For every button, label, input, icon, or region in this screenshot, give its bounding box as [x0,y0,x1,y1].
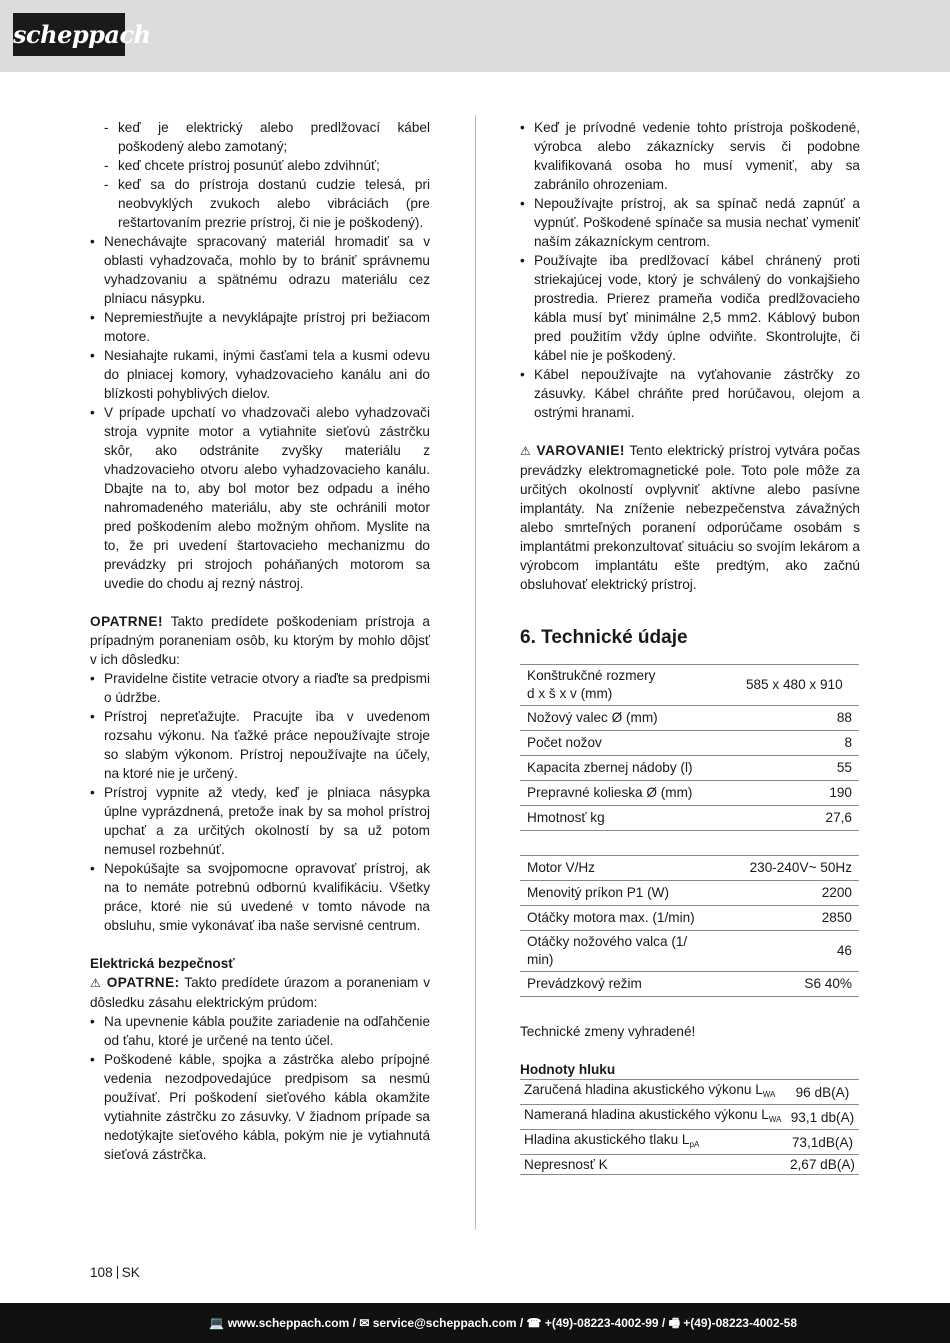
page-language: SK [121,1265,140,1280]
noise-heading: Hodnoty hluku [520,1062,616,1077]
table-cell-value: 96 dB(A) [786,1080,859,1105]
list-item: • Keď je prívodné vedenie tohto prístroja poškodené, výrobca alebo zákaznícky servis či podobne kvalifikovaná osoba ho musí vymeniť, aby sa zabránilo ohrozeniam. [520,118,860,194]
table-cell-label: Otáčky motora max. (1/min) [520,906,727,931]
table-row [520,756,859,781]
table-cell-value: 46 [727,931,859,972]
fax-number: +(49)-08223-4002-58 [683,1316,797,1330]
table-row [520,781,859,806]
table-cell-label: Prepravné kolieska Ø (mm) [520,781,730,806]
caution-text: Takto predídete poškodeniam prístroja a prípadným poraneniam osôb, ku ktorým by mohlo dôjsť v ich dôsledku: [90,614,430,667]
website-link[interactable]: www.scheppach.com [227,1316,350,1330]
table-cell-label: Prevádzkový režim [520,972,727,997]
table-row [520,906,859,931]
table-row [520,881,859,906]
scheppach-logo: scheppach [13,13,125,56]
page-footer [0,1303,950,1343]
table-cell-label: Otáčky nožového valca (1/ min) [520,931,727,972]
page-number-value: 108 [90,1265,113,1280]
table-row [520,1130,859,1155]
table-cell-label [520,1105,786,1130]
table-row [520,706,859,731]
noise-subscript: WA [762,1090,776,1099]
table-cell-value: 2,67 dB(A) [786,1155,859,1175]
table-cell-label: Menovitý príkon P1 (W) [520,881,727,906]
table-cell-value: 2200 [727,881,859,906]
section-title: 6. Technické údaje [520,627,688,648]
phone-icon: ☎ [526,1316,542,1330]
list-item: • Na upevnenie kábla použite zariadenie na odľahčenie od ťahu, ktoré je určené na tento účel. [90,1012,430,1050]
list-item: • Nepokúšajte sa svojpomocne opravovať prístroj, ak na to nemáte potrebnú odbornú kvalifikáciu. Všetky práce, ktoré nie sú uvedené v tomto návode na obsluhu, smie vykonávať iba naše servisné centrum. [90,859,430,935]
table-cell-label: Počet nožov [520,731,730,756]
email-link[interactable]: service@scheppach.com [372,1316,517,1330]
noise-label: Hladina akustického tlaku L [524,1132,690,1147]
list-item: • Prístroj nepreťažujte. Pracujte iba v uvedenom rozsahu výkonu. Na ťažké práce nepoužívajte stroje so slabým výkonom. Prístroj nepoužívajte na účely, na ktoré nie je určený. [90,707,430,783]
caution-label: OPATRNE! [90,614,163,629]
noise-table [520,1079,859,1175]
warning-triangle-icon: ⚠ [520,444,532,458]
noise-label: Zaručená hladina akustického výkonu L [524,1082,763,1097]
table-row [520,1080,859,1105]
table-row [520,931,859,972]
electrical-caution-paragraph [90,973,430,1012]
caution-text: Takto predídete úrazom a poraneniam v dôsledku zásahu elektrickým prúdom: [90,975,430,1010]
table-cell-value: 2850 [727,906,859,931]
table-cell-label [520,1155,786,1175]
warning-paragraph [520,441,860,594]
electrical-safety-heading: Elektrická bezpečnosť [90,956,235,971]
table-cell-value: 55 [730,756,859,781]
table-row [520,1105,859,1130]
list-item: • Prístroj vypnite až vtedy, keď je plniaca násypka úplne vyprázdnená, pretože inak by sa mohol prístroj upchať a za určitých okolností by sa už potom nemusel rozbehnúť. [90,783,430,859]
table-row [520,856,859,881]
table-cell-value: S6 40% [727,972,859,997]
table-cell-label: Kapacita zbernej nádoby (l) [520,756,730,781]
column-divider [475,115,476,1230]
list-item: - keď je elektrický alebo predlžovací kábel poškodený alebo zamotaný; [90,118,430,156]
mail-icon: ✉ [359,1316,370,1330]
list-item: • Používajte iba predlžovací kábel chránený proti striekajúcej vode, ktorý je schválený do vonkajšieho prostredia. Prierez prameňa vodiča predlžovacieho kábla musí byť minimálne 2,5 mm2. Káblový bubon pred použitím vždy úplne odviňte. Skontrolujte, či kábel nie je poškodený. [520,251,860,365]
table-cell-value: 93,1 db(A) [786,1105,859,1130]
table-row [520,1155,859,1175]
list-item: • Poškodené káble, spojka a zástrčka alebo prípojné vedenia nezodpovedajúce predpisom sa nesmú používať. Pri poškodení sieťového kábla okamžite vytiahnite zástrčku zo zásuvky. V žiadnom prípade sa nedotýkajte sieťového kábla, pokým nie je vytiahnutá sieťová zástrčka. [90,1050,430,1164]
table-cell-value: 27,6 [730,806,859,831]
computer-icon: 💻 [209,1316,225,1330]
table-cell-label: Hmotnosť kg [520,806,730,831]
fax-icon: 🖷 [668,1316,680,1330]
warning-triangle-icon: ⚠ [90,976,102,990]
list-item: • Kábel nepoužívajte na vyťahovanie zástrčky zo zásuvky. Kábel chráňte pred horúčavou, olejom a ostrými hranami. [520,365,860,422]
caution-paragraph [90,612,430,669]
table-row [520,731,859,756]
table-cell-value: 230-240V~ 50Hz [727,856,859,881]
list-item: • Nepoužívajte prístroj, ak sa spínač nedá zapnúť a vypnúť. Poškodené spínače sa musia nechať vymeniť naším zákazníckym centrom. [520,194,860,251]
list-item: • V prípade upchatí vo vhadzovači alebo vyhadzovači strojа vypnite motor a vytiahnite sieťovú zástrčku skôr, ako odstránite zvyšky materiálu z vhadzovacieho otvoru alebo vyhadzovacieho kanálu. Dbajte na to, aby bol motor bez odpadu a iného nahromadeného materiálu, aby ste ochránili motor pred poškodením alebo možným ohňom. Myslite na to, že pri uvedení štartovacieho mechanizmu do prevádzky pri strojoch poháňaných motorom sa uvedie do chodu aj rezný nástroj. [90,403,430,593]
noise-label: Nepresnosť K [524,1157,608,1172]
list-item: - keď sa do prístroja dostanú cudzie telesá, pri neobvyklých zvukoch alebo vibráciách (pre reštartovaním prezrie prístroj, či nie je poškodený). [90,175,430,232]
table-cell-value: 585 x 480 x 910 [730,665,859,706]
page-header [0,0,950,72]
list-item: • Nenechávajte spracovaný materiál hromadiť sa v oblasti vyhadzovača, mohlo by to brániť správnemu vyhadzovaniu a spätnému odrazu materiálu cez plniacu násypku. [90,232,430,308]
right-column [520,118,860,1175]
table-cell-value: 88 [730,706,859,731]
table-cell-value: 8 [730,731,859,756]
table-cell-value: 73,1dB(A) [786,1130,859,1155]
noise-subscript: pA [689,1140,700,1149]
warning-text: Tento elektrický prístroj vytvára počas prevádzky elektromagnetické pole. Toto pole môže za určitých okolností ovplyvniť aktívne alebo pasívne implantáty. Na zníženie nebezpečenstva závažných alebo smrteľných poranení odporúčame osobám s implantátmi prekonzultovať situáciu so svojím lekárom a výrobcom implantátu ešte predtým, ako začnú obsluhovať elektrický prístroj. [520,443,860,592]
table-row [520,806,859,831]
list-item: • Nesiahajte rukami, inými časťami tela a kusmi odevu do plniacej komory, vyhadzovacieho kanálu ani do blízkosti pohyblivých dielov. [90,346,430,403]
table-cell-label [520,1130,786,1155]
table-cell-label: Konštrukčné rozmery d x š x v (mm) [520,665,730,706]
list-item: - keď chcete prístroj posunúť alebo zdvihnúť; [90,156,430,175]
warning-label: VAROVANIE! [536,443,625,458]
phone-number: +(49)-08223-4002-99 [544,1316,659,1330]
page-number [90,1265,140,1280]
left-column [90,118,430,1164]
list-item: • Nepremiestňujte a nevyklápajte prístroj pri bežiacom motore. [90,308,430,346]
noise-subscript: WA [768,1115,782,1124]
table-cell-value: 190 [730,781,859,806]
noise-label: Nameraná hladina akustického výkonu L [524,1107,769,1122]
table-cell-label [520,1080,786,1105]
tech-changes-note: Technické zmeny vyhradené! [520,1024,696,1039]
table-row [520,972,859,997]
table-cell-label: Nožový valec Ø (mm) [520,706,730,731]
tech-data-table-1 [520,664,859,831]
table-row [520,665,859,706]
caution-label: OPATRNE: [106,975,180,990]
list-item: • Pravidelne čistite vetracie otvory a riaďte sa predpismi o údržbe. [90,669,430,707]
footer-contacts: 💻 www.scheppach.com / ✉ service@scheppach.com / ☎ +(49)-08223-4002-99 / 🖷 +(49)-08223-4002-58 [209,1316,797,1330]
table-cell-label: Motor V/Hz [520,856,727,881]
tech-data-table-2 [520,855,859,997]
